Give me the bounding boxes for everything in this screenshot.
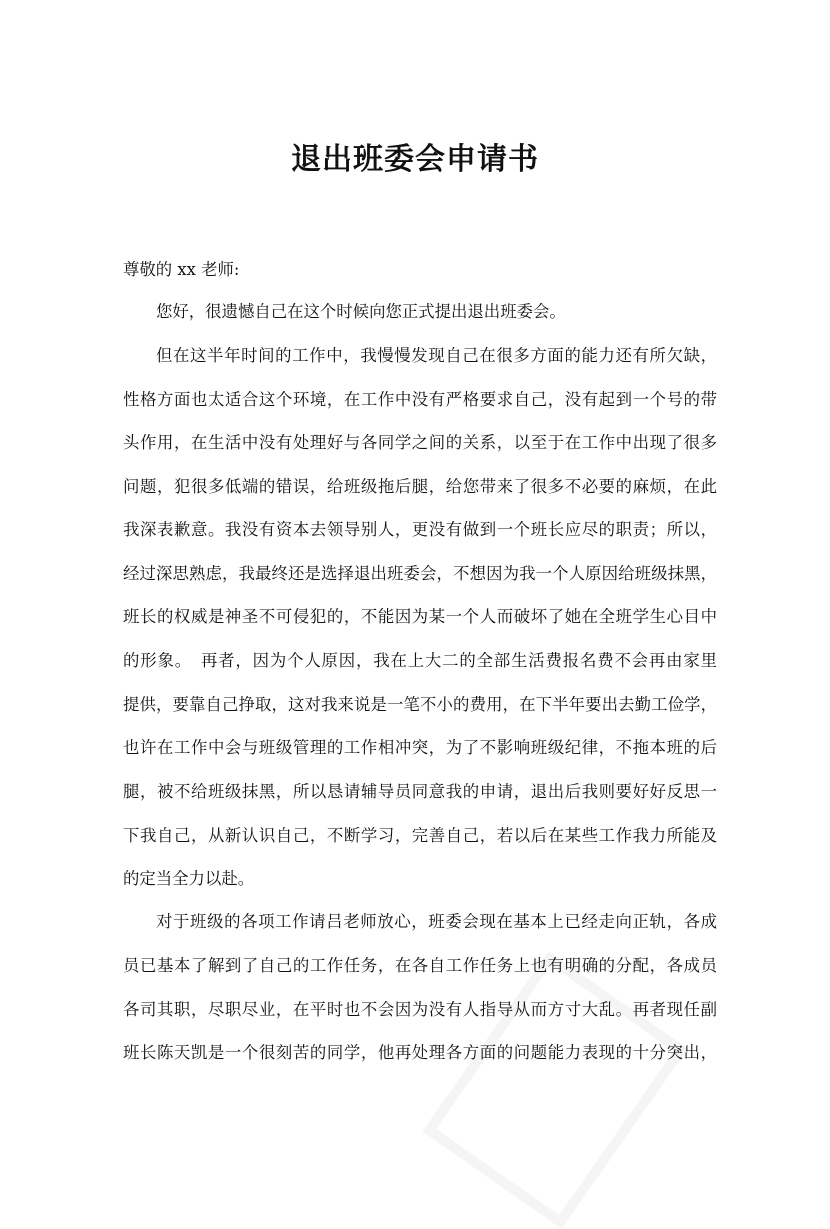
paragraph-line: 各司其职，尽职尽业，在平时也不会因为没有人指导从而方寸大乱。再者现任副	[123, 1000, 717, 1019]
paragraph-line: 班长的权威是神圣不可侵犯的，不能因为某一个人而破坏了她在全班学生心目中	[123, 607, 717, 626]
greeting: 尊敬的 xx 老师:	[123, 260, 240, 279]
document-title: 退出班委会申请书	[291, 142, 539, 177]
paragraph-line: 的形象。 再者，因为个人原因，我在上大二的全部生活费报名费不会再由家里	[123, 651, 717, 670]
paragraph-line: 提供，要靠自己挣取，这对我来说是一笔不小的费用，在下半年要出去勤工俭学，	[123, 695, 717, 714]
paragraph-line: 的定当全力以赴。	[123, 869, 255, 888]
paragraph-line: 下我自己，从新认识自己，不断学习，完善自己，若以后在某些工作我力所能及	[123, 826, 717, 845]
paragraph-line: 我深表歉意。我没有资本去领导别人，更没有做到一个班长应尽的职责；所以，	[123, 520, 717, 539]
paragraph-line: 员已基本了解到了自己的工作任务，在各自工作任务上也有明确的分配，各成员	[123, 956, 717, 975]
paragraph-line: 问题，犯很多低端的错误，给班级拖后腿，给您带来了很多不必要的麻烦，在此	[123, 477, 717, 496]
paragraph-line: 性格方面也太适合这个环境，在工作中没有严格要求自己，没有起到一个号的带	[123, 390, 717, 409]
paragraph-line: 对于班级的各项工作请吕老师放心，班委会现在基本上已经走向正轨，各成	[156, 912, 717, 931]
paragraph-line: 头作用，在生活中没有处理好与各同学之间的关系，以至于在工作中出现了很多	[123, 433, 717, 452]
paragraph-line: 但在这半年时间的工作中，我慢慢发现自己在很多方面的能力还有所欠缺，	[156, 346, 717, 365]
watermark	[422, 951, 687, 1229]
paragraph-line: 班长陈天凯是一个很刻苦的同学，他再处理各方面的问题能力表现的十分突出，	[123, 1043, 717, 1062]
paragraph-line: 经过深思熟虑，我最终还是选择退出班委会，不想因为我一个人原因给班级抹黑，	[123, 564, 717, 583]
paragraph-line: 也许在工作中会与班级管理的工作相冲突，为了不影响班级纪律，不拖本班的后	[123, 738, 717, 757]
paragraph-line: 腿，被不给班级抹黑，所以恳请辅导员同意我的申请，退出后我则要好好反思一	[123, 782, 717, 801]
paragraph-line: 您好，很遗憾自己在这个时候向您正式提出退出班委会。	[156, 302, 566, 321]
